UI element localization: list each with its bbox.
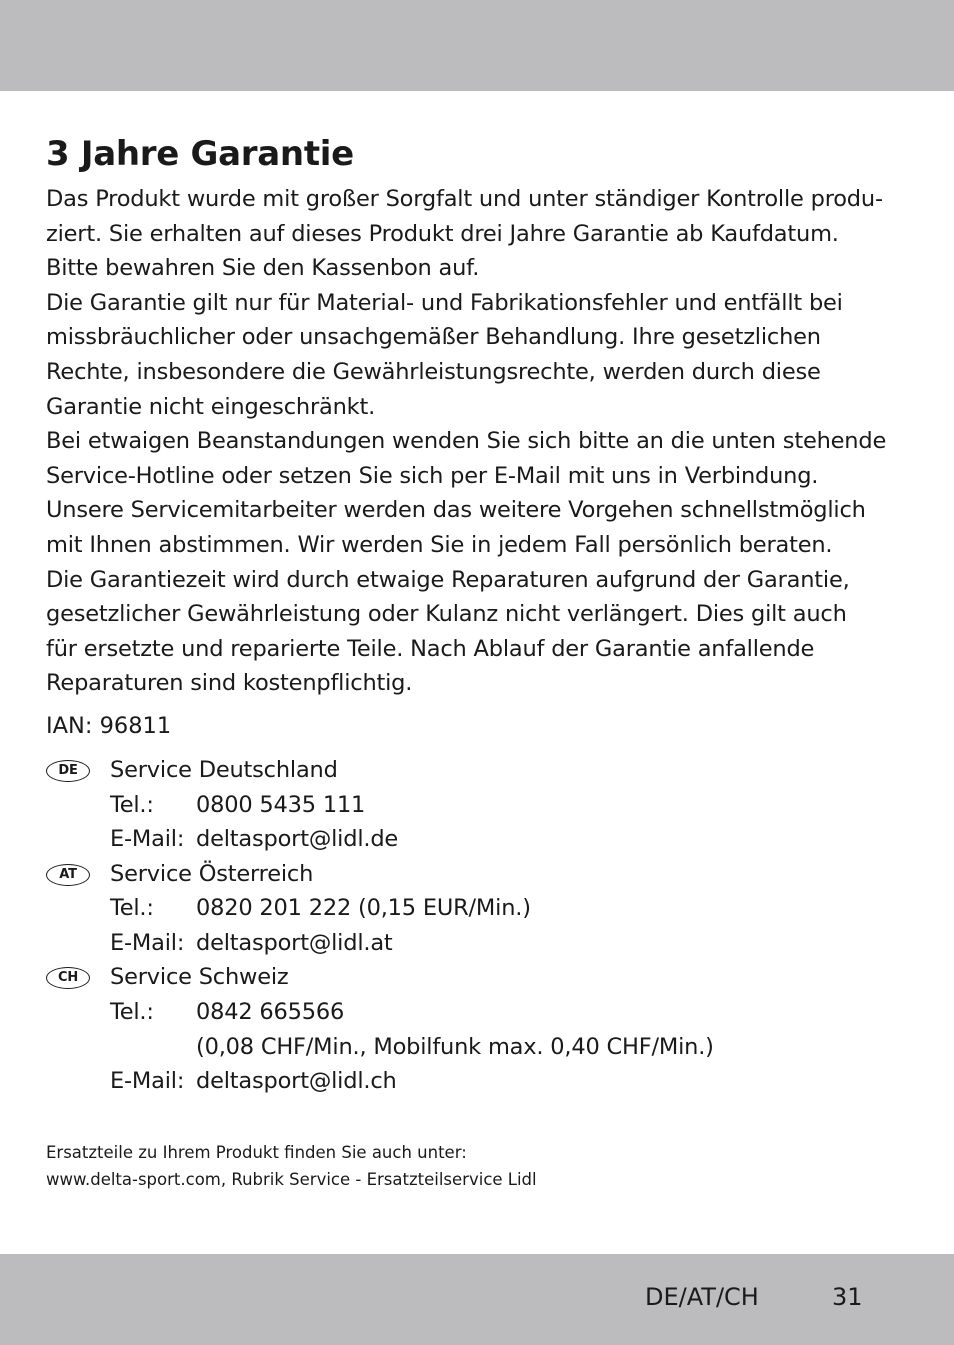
page-content [46, 130, 916, 1193]
page-number: 31 [832, 1283, 863, 1311]
country-badge-de: DE [46, 760, 90, 782]
spare-parts-text: Ersatzteile zu Ihrem Produkt finden Sie auch unter: [46, 1142, 467, 1162]
email-label: E-Mail: [110, 1068, 185, 1095]
text-line: Reparaturen sind kostenpflichtig. [46, 670, 413, 697]
text-line: für ersetzte und reparierte Teile. Nach Ablauf der Garantie anfallende [46, 635, 815, 662]
email-link[interactable]: deltasport@lidl.ch [196, 1068, 397, 1095]
text-line: Die Garantie gilt nur für Material- und Fabrikationsfehler und entfällt bei [46, 289, 843, 316]
text-line: Garantie nicht eingeschränkt. [46, 393, 376, 420]
text-line: Unsere Servicemitarbeiter werden das weitere Vorgehen schnellstmöglich [46, 497, 866, 524]
text-line: missbräuchlicher oder unsachgemäßer Behandlung. Ihre gesetzlichen [46, 324, 821, 351]
text-line: Das Produkt wurde mit großer Sorgfalt und unter ständiger Kontrolle produ- [46, 186, 883, 212]
paragraph-intro [46, 182, 916, 286]
service-switzerland [46, 960, 916, 1098]
tel-label: Tel.: [110, 895, 154, 922]
text-line: Bitte bewahren Sie den Kassenbon auf. [46, 255, 480, 282]
tel-label: Tel.: [110, 999, 154, 1026]
text-line: gesetzlicher Gewährleistung oder Kulanz nicht verlängert. Dies gilt auch [46, 601, 847, 628]
paragraph-scope [46, 286, 916, 424]
spare-parts-note [46, 1139, 916, 1193]
country-badge-ch: CH [46, 967, 90, 989]
spare-parts-link[interactable]: www.delta-sport.com, Rubrik Service - Ersatzteilservice Lidl [46, 1169, 537, 1189]
text-line: ziert. Sie erhalten auf dieses Produkt drei Jahre Garantie ab Kaufdatum. [46, 220, 839, 247]
service-name: Service Österreich [110, 860, 314, 887]
warranty-text [46, 182, 916, 701]
country-badge-at: AT [46, 864, 90, 886]
service-name: Service Schweiz [110, 964, 289, 991]
service-germany [46, 753, 916, 857]
top-bar [0, 0, 954, 91]
service-name: Service Deutschland [110, 756, 338, 783]
footer-region-label: DE/AT/CH [645, 1283, 759, 1311]
paragraph-complaints [46, 424, 916, 562]
email-link[interactable]: deltasport@lidl.at [196, 929, 393, 956]
tel-number[interactable]: 0820 201 222 (0,15 EUR/Min.) [196, 895, 531, 922]
tel-number[interactable]: 0842 665566 [196, 999, 345, 1026]
paragraph-period [46, 563, 916, 701]
ian-number: IAN: 96811 [46, 712, 172, 739]
text-line: mit Ihnen abstimmen. Wir werden Sie in jedem Fall persönlich beraten. [46, 531, 833, 558]
bottom-bar [0, 1254, 954, 1345]
tel-label: Tel.: [110, 791, 154, 818]
text-line: Service-Hotline oder setzen Sie sich per E-Mail mit uns in Verbindung. [46, 462, 819, 489]
service-contacts [46, 753, 916, 1099]
email-label: E-Mail: [110, 826, 185, 853]
tel-number[interactable]: 0800 5435 111 [196, 791, 366, 818]
tel-rate-note: (0,08 CHF/Min., Mobilfunk max. 0,40 CHF/Min.) [196, 1033, 714, 1060]
text-line: Die Garantiezeit wird durch etwaige Reparaturen aufgrund der Garantie, [46, 566, 850, 593]
text-line: Bei etwaigen Beanstandungen wenden Sie sich bitte an die unten stehende [46, 428, 887, 455]
page-title: 3 Jahre Garantie [46, 134, 354, 174]
service-austria [46, 857, 916, 961]
email-link[interactable]: deltasport@lidl.de [196, 826, 399, 853]
email-label: E-Mail: [110, 929, 185, 956]
text-line: Rechte, insbesondere die Gewährleistungsrechte, werden durch diese [46, 358, 821, 385]
